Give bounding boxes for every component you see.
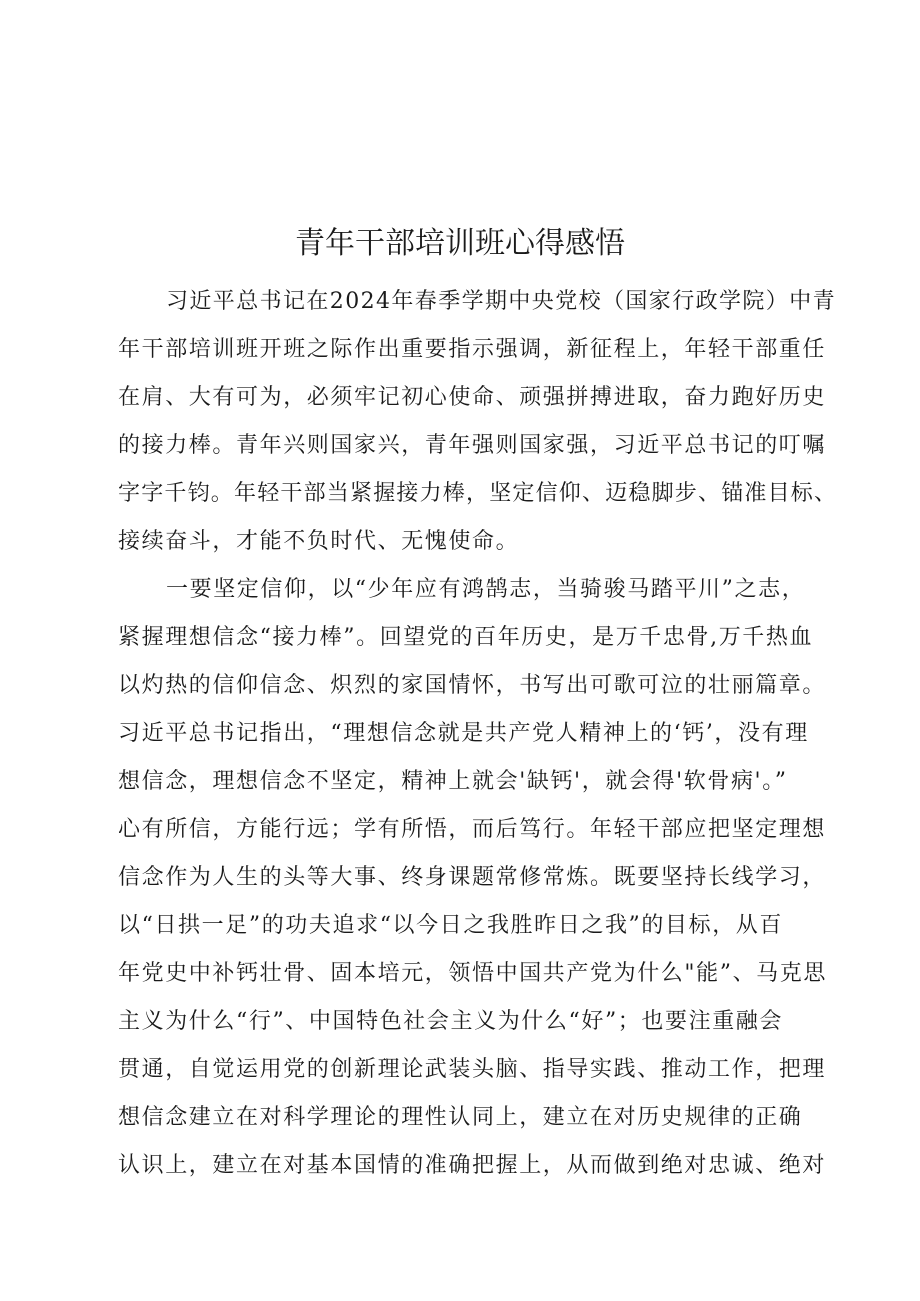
paragraph-line: 想信念建立在对科学理论的理性认同上，建立在对历史规律的正确	[118, 1105, 803, 1130]
paragraph-line: 认识上，建立在对基本国情的准确把握上，从而做到绝对忠诚、绝对	[118, 1153, 827, 1178]
paragraph-line: 在肩、大有可为，必须牢记初心使命、顽强拼搏进取，奋力跑好历史	[118, 385, 827, 410]
paragraph-line: 贯通，自觉运用党的创新理论武装头脑、指导实践、推动工作，把理	[118, 1057, 827, 1082]
paragraph-line: 习近平总书记在2024年春季学期中央党校（国家行政学院）中青	[166, 289, 836, 314]
paragraph-line: 心有所信，方能行远；学有所悟，而后笃行。年轻干部应把坚定理想	[118, 817, 827, 842]
paragraph-line: 习近平总书记指出，“理想信念就是共产党人精神上的‘钙’，没有理	[118, 721, 809, 746]
paragraph-line: 想信念，理想信念不坚定，精神上就会'缺钙'，就会得'软骨病'。”	[118, 769, 788, 794]
document-title: 青年干部培训班心得感悟	[295, 226, 625, 261]
paragraph-line: 一要坚定信仰，以“少年应有鸿鹄志，当骑骏马踏平川”之志，	[166, 577, 806, 602]
paragraph-line: 以“日拱一足”的功夫追求“以今日之我胜昨日之我”的目标，从百	[118, 913, 783, 938]
paragraph-line: 紧握理想信念“接力棒”。回望党的百年历史，是万千忠骨,万千热血	[118, 625, 814, 650]
paragraph-line: 年干部培训班开班之际作出重要指示强调，新征程上，年轻干部重任	[118, 337, 827, 362]
paragraph-line: 接续奋斗，才能不负时代、无愧使命。	[118, 529, 520, 554]
paragraph-line: 的接力棒。青年兴则国家兴，青年强则国家强，习近平总书记的叮嘱	[118, 433, 827, 458]
paragraph-line: 信念作为人生的头等大事、终身课题常修常炼。既要坚持长线学习，	[118, 865, 827, 890]
paragraph-line: 年党史中补钙壮骨、固本培元，领悟中国共产党为什么"能”、马克思	[118, 961, 827, 986]
paragraph-line: 字字千钧。年轻干部当紧握接力棒，坚定信仰、迈稳脚步、锚准目标、	[118, 481, 838, 506]
paragraph-line: 以灼热的信仰信念、炽烈的家国情怀，书写出可歌可泣的壮丽篇章。	[118, 673, 827, 698]
paragraph-line: 主义为什么“行”、中国特色社会主义为什么“好”；也要注重融会	[118, 1009, 783, 1034]
